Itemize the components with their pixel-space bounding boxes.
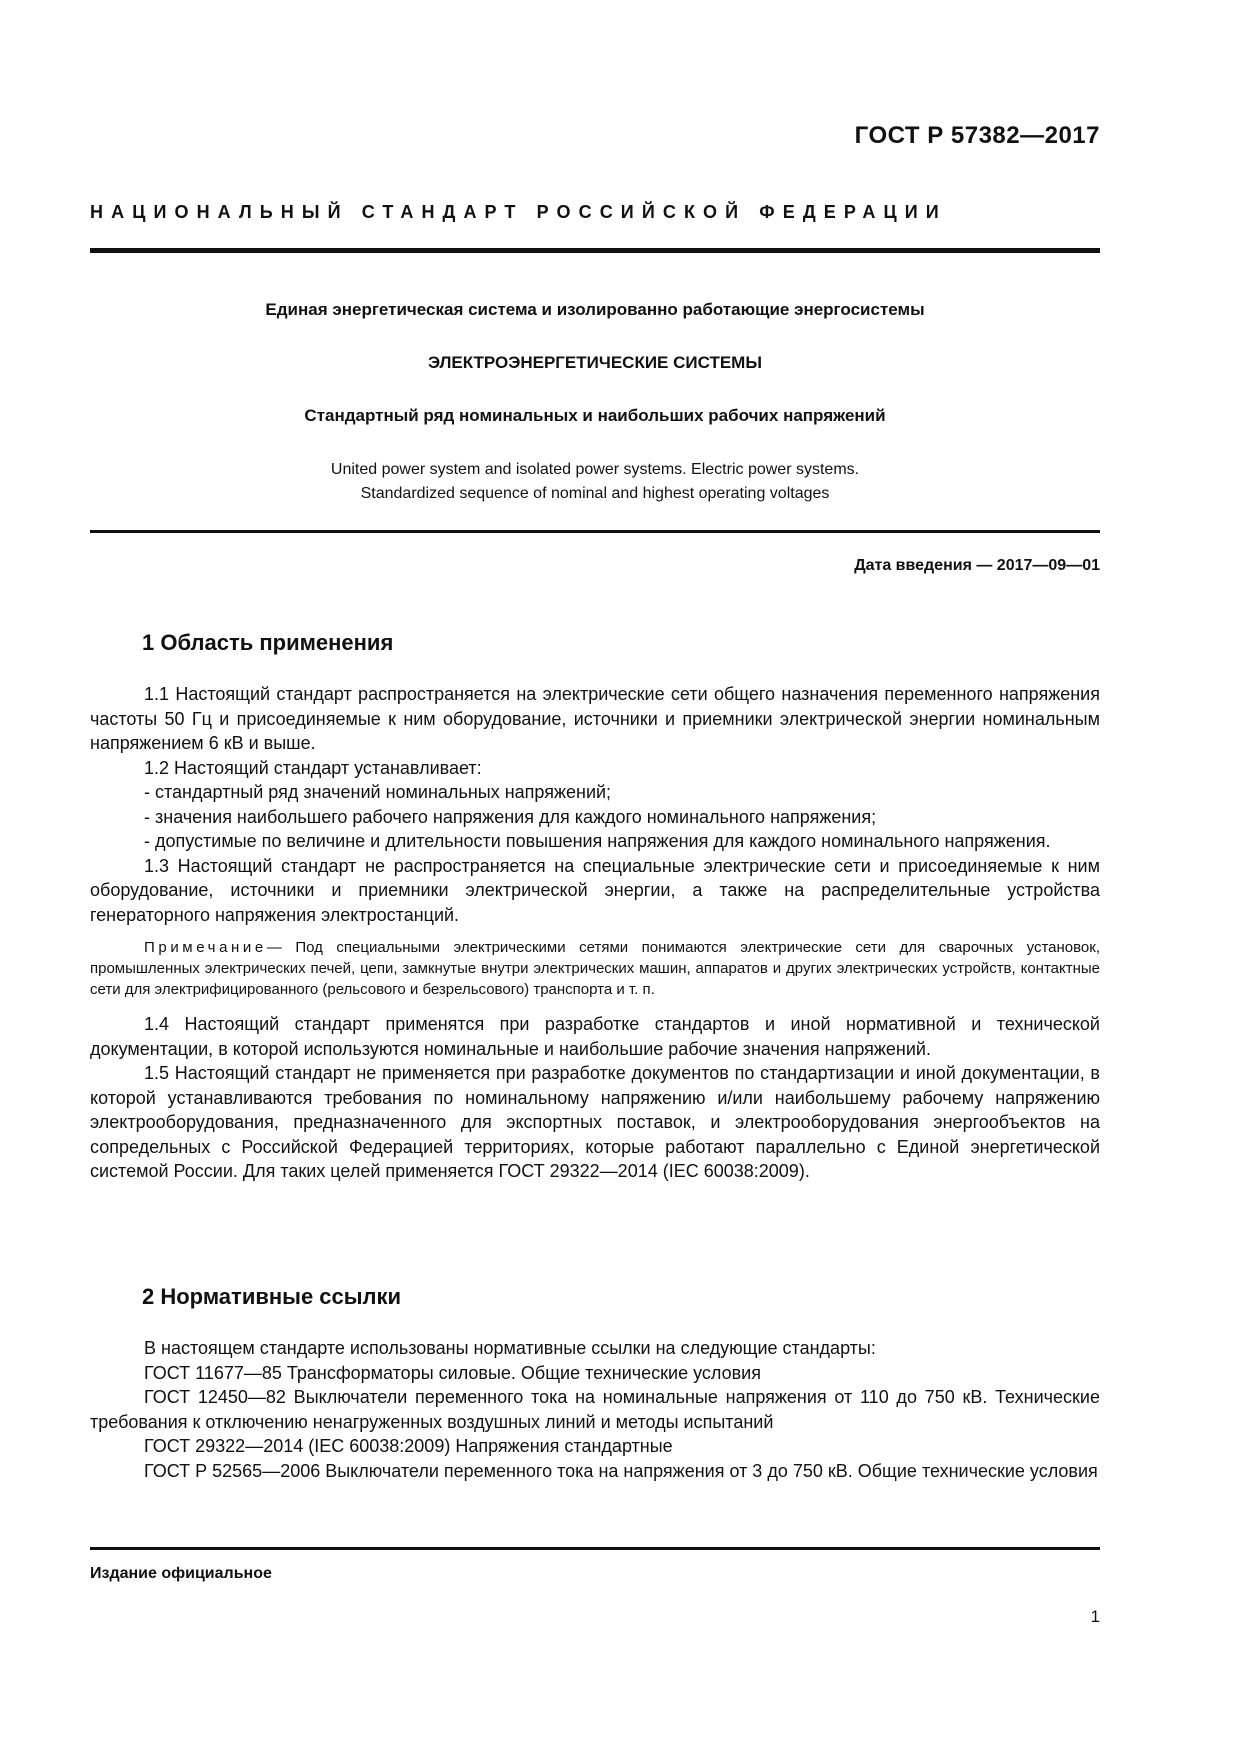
section-scope bbox=[90, 630, 1100, 1184]
note-text: — Под специальными электрическими сетями понимаются электрические сети для сварочных установок, промышленных электрических печей, цепи, замкнутые внутри электрических машин, аппаратов и других электрических устройств, контактные сети для электрифицированного (рельсового и безрельсового) транспорта и т. п. bbox=[90, 939, 1100, 998]
header-rule bbox=[90, 248, 1100, 253]
paragraph-1-5: 1.5 Настоящий стандарт не применяется при разработке документов по стандартизации и иной документации, в которой устанавливаются требования по номинальному напряжению и/или наибольшему рабочему напряжению электрооборудования, предназначенного для экспортных поставок, и электрооборудования энергообъектов на сопредельных с Российской Федерацией территориях, которые работают параллельно с Единой энергетической системой России. Для таких целей применяется ГОСТ 29322—2014 (IEC 60038:2009). bbox=[90, 1063, 1100, 1181]
title-line-3: Стандартный ряд номинальных и наибольших рабочих напряжений bbox=[304, 406, 886, 425]
introduction-date: Дата введения — 2017—09—01 bbox=[854, 557, 1100, 574]
reference-item: ГОСТ 29322—2014 (IEC 60038:2009) Напряжения стандартные bbox=[144, 1436, 673, 1456]
english-title-line-1: United power system and isolated power systems. Electric power systems. bbox=[330, 461, 860, 478]
paragraph-1-2: 1.2 Настоящий стандарт устанавливает: bbox=[144, 757, 482, 778]
section-1-heading: 1 Область применения bbox=[142, 630, 394, 655]
english-title-line-2: Standardized sequence of nominal and highest operating voltages bbox=[360, 485, 830, 502]
reference-item: ГОСТ Р 52565—2006 Выключатели переменного тока на напряжения от 3 до 750 кВ. Общие технические условия bbox=[144, 1460, 1098, 1481]
note-label: Примечание bbox=[144, 939, 267, 956]
note bbox=[90, 937, 1100, 1000]
official-edition-label: Издание официальное bbox=[90, 1565, 272, 1582]
title-line-2: ЭЛЕКТРОЭНЕРГЕТИЧЕСКИЕ СИСТЕМЫ bbox=[428, 353, 762, 372]
standard-number: ГОСТ Р 57382—2017 bbox=[854, 122, 1100, 149]
section-2-heading: 2 Нормативные ссылки bbox=[142, 1284, 402, 1309]
title-rule bbox=[90, 530, 1100, 533]
reference-item: ГОСТ 11677—85 Трансформаторы силовые. Общие технические условия bbox=[144, 1362, 761, 1383]
reference-item: ГОСТ 12450—82 Выключатели переменного тока на номинальные напряжения от 110 до 750 кВ. Технические требования к отключению ненагруженных воздушных линий и методы испытаний bbox=[90, 1387, 1100, 1432]
footer-rule bbox=[90, 1547, 1100, 1550]
section-normative-references bbox=[90, 1284, 1100, 1483]
paragraph-1-3: 1.3 Настоящий стандарт не распространяется на специальные электрические сети и присоединяемые к ним оборудование, источники и приемники электрической энергии, а также на распределительные устройства генераторного напряжения электростанций. bbox=[90, 855, 1100, 925]
references-intro: В настоящем стандарте использованы нормативные ссылки на следующие стандарты: bbox=[144, 1338, 876, 1358]
bullet-item-1: - стандартный ряд значений номинальных напряжений; bbox=[144, 782, 612, 802]
english-title bbox=[90, 458, 1100, 506]
document-page bbox=[90, 0, 1100, 1754]
bullet-item-3: - допустимые по величине и длительности повышения напряжения для каждого номинального напряжения. bbox=[144, 831, 1051, 851]
national-standard-banner: НАЦИОНАЛЬНЫЙ СТАНДАРТ РОССИЙСКОЙ ФЕДЕРАЦИИ bbox=[90, 202, 947, 222]
paragraph-1-4: 1.4 Настоящий стандарт применятся при разработке стандартов и иной нормативной и технической документации, в которой используются номинальные и наибольшие рабочие значения напряжений. bbox=[90, 1014, 1100, 1059]
bullet-item-2: - значения наибольшего рабочего напряжения для каждого номинального напряжения; bbox=[144, 806, 877, 827]
paragraph-1-1: 1.1 Настоящий стандарт распространяется на электрические сети общего назначения переменного напряжения частоты 50 Гц и присоединяемые к ним оборудование, источники и приемники электрической энергии номинальным напряжением 6 кВ и выше. bbox=[90, 684, 1100, 753]
title-line-1: Единая энергетическая система и изолированно работающие энергосистемы bbox=[265, 300, 925, 319]
page-number: 1 bbox=[1090, 1607, 1100, 1626]
